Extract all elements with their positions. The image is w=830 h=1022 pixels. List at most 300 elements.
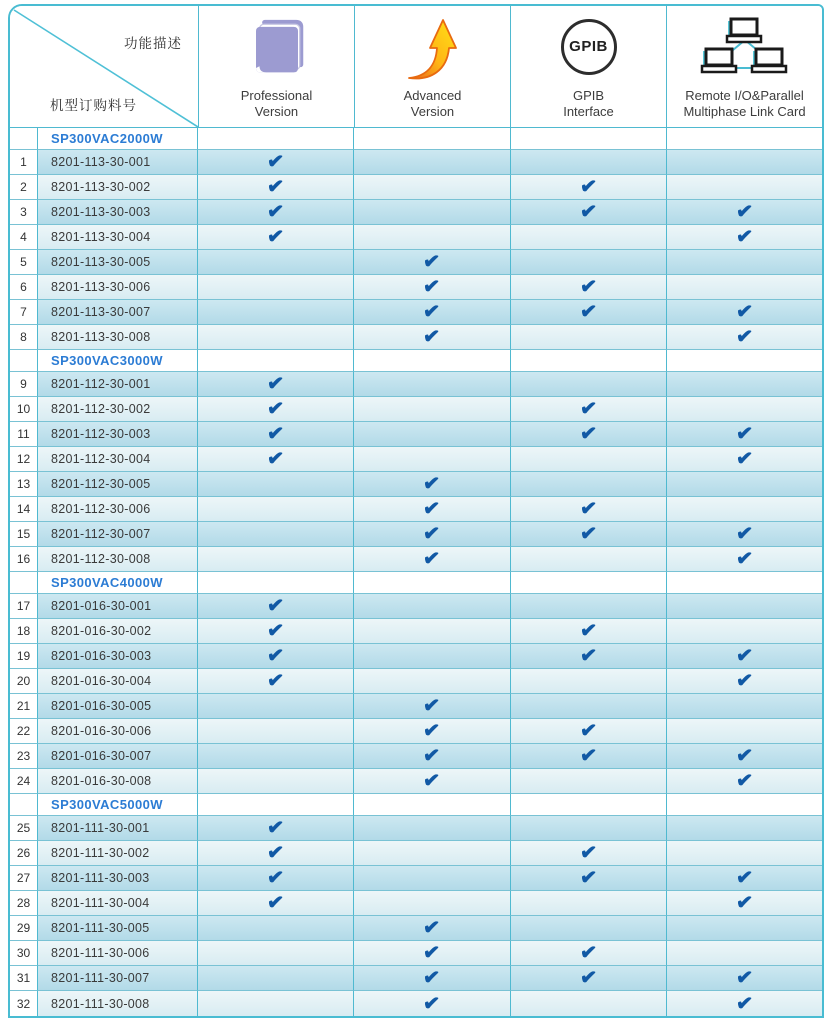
check-mark-icon: ✔ [422, 275, 442, 299]
model-name: SP300VAC3000W [51, 353, 163, 368]
header-corner-cell [10, 6, 199, 127]
check-mark-icon: ✔ [578, 841, 598, 865]
table-row [10, 719, 822, 744]
part-number: 8201-016-30-007 [38, 744, 198, 769]
section-header-row [10, 128, 822, 150]
row-number: 29 [10, 916, 38, 941]
up-arrow-icon [355, 6, 510, 88]
check-mark-icon: ✔ [578, 200, 598, 224]
check-cell [667, 966, 822, 991]
book-icon [199, 6, 354, 88]
check-cell [354, 225, 510, 250]
check-cell [198, 966, 354, 991]
check-cell [354, 866, 510, 891]
check-cell [354, 275, 510, 300]
table-row [10, 594, 822, 619]
table-row [10, 916, 822, 941]
check-cell [511, 594, 667, 619]
part-number: 8201-113-30-003 [38, 200, 198, 225]
row-number: 6 [10, 275, 38, 300]
check-cell [198, 397, 354, 422]
check-mark-icon: ✔ [422, 991, 442, 1016]
check-mark-icon: ✔ [266, 841, 285, 865]
row-number: 23 [10, 744, 38, 769]
table-row [10, 669, 822, 694]
model-name-cell [38, 350, 198, 372]
check-mark-icon: ✔ [422, 250, 442, 274]
check-cell [667, 225, 822, 250]
empty-feature-cell [198, 572, 354, 594]
model-name: SP300VAC2000W [51, 131, 163, 146]
check-cell [354, 447, 510, 472]
check-cell [354, 300, 510, 325]
check-mark-icon: ✔ [266, 422, 285, 446]
check-cell [667, 372, 822, 397]
check-cell [198, 644, 354, 669]
part-number: 8201-112-30-001 [38, 372, 198, 397]
check-cell [667, 472, 822, 497]
row-number: 12 [10, 447, 38, 472]
table-row [10, 225, 822, 250]
check-cell [667, 744, 822, 769]
part-number: 8201-111-30-005 [38, 916, 198, 941]
check-mark-icon: ✔ [735, 866, 754, 890]
part-number: 8201-111-30-002 [38, 841, 198, 866]
check-cell [667, 719, 822, 744]
row-number-cell [10, 572, 38, 594]
check-cell [667, 644, 822, 669]
empty-feature-cell [667, 572, 822, 594]
check-mark-icon: ✔ [578, 300, 598, 324]
check-cell [354, 497, 510, 522]
check-mark-icon: ✔ [578, 275, 598, 299]
check-cell [198, 325, 354, 350]
check-cell [198, 744, 354, 769]
model-name: SP300VAC5000W [51, 797, 163, 812]
table-row [10, 200, 822, 225]
check-cell [667, 619, 822, 644]
row-number: 26 [10, 841, 38, 866]
row-number: 27 [10, 866, 38, 891]
row-number: 31 [10, 966, 38, 991]
check-cell [511, 372, 667, 397]
check-mark-icon: ✔ [735, 891, 754, 915]
check-cell [511, 816, 667, 841]
check-cell [354, 547, 510, 572]
empty-feature-cell [354, 794, 510, 816]
table-row [10, 644, 822, 669]
part-number: 8201-111-30-007 [38, 966, 198, 991]
check-mark-icon: ✔ [578, 522, 598, 546]
check-cell [667, 300, 822, 325]
check-mark-icon: ✔ [735, 744, 754, 768]
check-cell [667, 941, 822, 966]
check-mark-icon: ✔ [266, 644, 285, 668]
check-cell [667, 916, 822, 941]
part-number: 8201-016-30-003 [38, 644, 198, 669]
check-cell [354, 941, 510, 966]
model-name-cell [38, 572, 198, 594]
table-row [10, 397, 822, 422]
empty-feature-cell [354, 572, 510, 594]
check-cell [511, 447, 667, 472]
empty-feature-cell [511, 128, 667, 150]
model-name-cell [38, 794, 198, 816]
section-header-row [10, 794, 822, 816]
check-mark-icon: ✔ [266, 866, 285, 890]
row-number: 14 [10, 497, 38, 522]
check-cell [198, 497, 354, 522]
part-number: 8201-112-30-008 [38, 547, 198, 572]
check-cell [511, 866, 667, 891]
check-cell [667, 522, 822, 547]
part-number: 8201-016-30-001 [38, 594, 198, 619]
table-row [10, 447, 822, 472]
check-mark-icon: ✔ [578, 422, 598, 446]
row-number-cell [10, 794, 38, 816]
check-mark-icon: ✔ [266, 594, 285, 618]
check-mark-icon: ✔ [422, 744, 442, 768]
table-row [10, 619, 822, 644]
check-cell [511, 250, 667, 275]
check-mark-icon: ✔ [735, 300, 754, 324]
part-number: 8201-113-30-002 [38, 175, 198, 200]
check-cell [354, 891, 510, 916]
table-row [10, 150, 822, 175]
check-cell [198, 916, 354, 941]
check-cell [354, 175, 510, 200]
column-header-remote-io-parallel [667, 6, 822, 127]
corner-label-function-description: 功能描述 [124, 36, 182, 51]
check-cell [354, 816, 510, 841]
check-cell [354, 694, 510, 719]
check-mark-icon: ✔ [735, 547, 754, 571]
check-cell [511, 275, 667, 300]
row-number-cell [10, 350, 38, 372]
check-cell [198, 669, 354, 694]
check-cell [667, 175, 822, 200]
check-cell [667, 694, 822, 719]
check-cell [667, 150, 822, 175]
check-mark-icon: ✔ [422, 769, 442, 793]
check-mark-icon: ✔ [422, 300, 442, 324]
check-mark-icon: ✔ [735, 966, 754, 990]
check-cell [511, 150, 667, 175]
table-body [10, 128, 822, 1016]
check-cell [198, 522, 354, 547]
check-cell [667, 841, 822, 866]
row-number: 11 [10, 422, 38, 447]
row-number: 15 [10, 522, 38, 547]
check-mark-icon: ✔ [578, 866, 598, 890]
check-cell [354, 522, 510, 547]
row-number: 13 [10, 472, 38, 497]
table-row [10, 522, 822, 547]
row-number: 22 [10, 719, 38, 744]
check-cell [198, 372, 354, 397]
check-cell [511, 397, 667, 422]
check-cell [354, 644, 510, 669]
table-row [10, 472, 822, 497]
table-row [10, 325, 822, 350]
part-number: 8201-016-30-006 [38, 719, 198, 744]
column-label-advanced-version: Advanced Version [403, 87, 462, 119]
section-header-row [10, 350, 822, 372]
table-row [10, 941, 822, 966]
check-mark-icon: ✔ [422, 547, 442, 571]
row-number: 5 [10, 250, 38, 275]
check-cell [354, 397, 510, 422]
check-cell [667, 200, 822, 225]
row-number: 10 [10, 397, 38, 422]
check-mark-icon: ✔ [578, 175, 598, 199]
check-mark-icon: ✔ [578, 966, 598, 990]
check-cell [511, 769, 667, 794]
empty-feature-cell [198, 350, 354, 372]
check-cell [354, 916, 510, 941]
row-number: 19 [10, 644, 38, 669]
table-row [10, 372, 822, 397]
row-number: 20 [10, 669, 38, 694]
part-number: 8201-113-30-008 [38, 325, 198, 350]
check-cell [198, 275, 354, 300]
check-cell [198, 941, 354, 966]
part-number: 8201-113-30-006 [38, 275, 198, 300]
check-cell [667, 866, 822, 891]
check-cell [667, 769, 822, 794]
column-label-remote-io-parallel: Remote I/O&Parallel Multiphase Link Card [683, 87, 806, 119]
gpib-icon-text: GPIB [569, 38, 608, 56]
check-cell [511, 422, 667, 447]
check-mark-icon: ✔ [266, 619, 285, 643]
table-row [10, 547, 822, 572]
corner-label-model-part-number: 机型订购料号 [50, 98, 137, 113]
empty-feature-cell [667, 794, 822, 816]
column-header-professional-version [199, 6, 355, 127]
check-mark-icon: ✔ [266, 397, 285, 421]
check-cell [354, 841, 510, 866]
feature-order-table [8, 4, 824, 1018]
table-row [10, 966, 822, 991]
check-cell [511, 941, 667, 966]
part-number: 8201-016-30-004 [38, 669, 198, 694]
row-number: 9 [10, 372, 38, 397]
check-cell [511, 891, 667, 916]
check-cell [667, 397, 822, 422]
check-cell [511, 669, 667, 694]
check-cell [511, 916, 667, 941]
check-mark-icon: ✔ [422, 966, 442, 990]
empty-feature-cell [511, 350, 667, 372]
check-cell [511, 175, 667, 200]
row-number: 24 [10, 769, 38, 794]
row-number: 7 [10, 300, 38, 325]
column-label-gpib-interface: GPIB Interface [563, 87, 614, 119]
check-mark-icon: ✔ [266, 669, 285, 693]
check-cell [198, 547, 354, 572]
column-header-gpib-interface [511, 6, 667, 127]
part-number: 8201-113-30-005 [38, 250, 198, 275]
check-cell [354, 669, 510, 694]
check-cell [198, 150, 354, 175]
part-number: 8201-113-30-001 [38, 150, 198, 175]
check-cell [198, 891, 354, 916]
check-mark-icon: ✔ [578, 619, 598, 643]
check-mark-icon: ✔ [422, 325, 442, 349]
check-mark-icon: ✔ [735, 447, 754, 471]
check-mark-icon: ✔ [578, 644, 598, 668]
table-row [10, 250, 822, 275]
check-cell [354, 200, 510, 225]
check-cell [354, 966, 510, 991]
check-cell [198, 250, 354, 275]
table-row [10, 816, 822, 841]
empty-feature-cell [198, 128, 354, 150]
check-cell [667, 669, 822, 694]
check-cell [354, 991, 510, 1016]
check-cell [198, 225, 354, 250]
check-mark-icon: ✔ [735, 991, 754, 1016]
model-name: SP300VAC4000W [51, 575, 163, 590]
check-cell [511, 744, 667, 769]
check-mark-icon: ✔ [266, 225, 285, 249]
check-cell [198, 447, 354, 472]
part-number: 8201-112-30-004 [38, 447, 198, 472]
check-cell [511, 225, 667, 250]
check-cell [354, 744, 510, 769]
part-number: 8201-016-30-002 [38, 619, 198, 644]
check-cell [354, 372, 510, 397]
check-mark-icon: ✔ [422, 694, 442, 718]
table-header [10, 6, 822, 128]
check-cell [511, 619, 667, 644]
row-number: 16 [10, 547, 38, 572]
column-label-professional-version: Professional Version [240, 87, 313, 119]
check-mark-icon: ✔ [266, 150, 285, 174]
check-cell [198, 300, 354, 325]
check-cell [511, 644, 667, 669]
check-cell [511, 841, 667, 866]
part-number: 8201-112-30-002 [38, 397, 198, 422]
row-number: 25 [10, 816, 38, 841]
check-mark-icon: ✔ [266, 372, 285, 396]
table-row [10, 866, 822, 891]
row-number: 1 [10, 150, 38, 175]
check-cell [667, 991, 822, 1016]
part-number: 8201-111-30-008 [38, 991, 198, 1016]
check-cell [198, 991, 354, 1016]
check-mark-icon: ✔ [422, 472, 442, 496]
check-cell [511, 497, 667, 522]
table-row [10, 769, 822, 794]
row-number: 4 [10, 225, 38, 250]
check-cell [511, 547, 667, 572]
check-cell [198, 694, 354, 719]
check-cell [354, 769, 510, 794]
table-row [10, 300, 822, 325]
check-mark-icon: ✔ [266, 816, 285, 840]
check-cell [511, 325, 667, 350]
check-mark-icon: ✔ [422, 916, 442, 940]
empty-feature-cell [511, 572, 667, 594]
network-icon [667, 6, 822, 88]
check-mark-icon: ✔ [422, 941, 442, 965]
check-cell [667, 275, 822, 300]
check-cell [354, 719, 510, 744]
table-row [10, 175, 822, 200]
part-number: 8201-111-30-004 [38, 891, 198, 916]
row-number: 21 [10, 694, 38, 719]
row-number: 17 [10, 594, 38, 619]
check-mark-icon: ✔ [422, 719, 442, 743]
check-cell [354, 325, 510, 350]
check-mark-icon: ✔ [266, 891, 285, 915]
row-number: 8 [10, 325, 38, 350]
section-header-row [10, 572, 822, 594]
check-cell [354, 422, 510, 447]
check-cell [198, 841, 354, 866]
empty-feature-cell [198, 794, 354, 816]
check-cell [511, 472, 667, 497]
check-cell [667, 250, 822, 275]
part-number: 8201-016-30-008 [38, 769, 198, 794]
check-cell [354, 150, 510, 175]
check-cell [198, 816, 354, 841]
check-mark-icon: ✔ [735, 200, 754, 224]
table-row [10, 744, 822, 769]
check-cell [667, 816, 822, 841]
check-mark-icon: ✔ [266, 447, 285, 471]
check-mark-icon: ✔ [578, 719, 598, 743]
check-mark-icon: ✔ [422, 522, 442, 546]
check-cell [511, 300, 667, 325]
part-number: 8201-112-30-003 [38, 422, 198, 447]
check-cell [511, 522, 667, 547]
row-number: 28 [10, 891, 38, 916]
empty-feature-cell [354, 128, 510, 150]
check-cell [667, 497, 822, 522]
check-mark-icon: ✔ [266, 175, 285, 199]
table-row [10, 497, 822, 522]
part-number: 8201-111-30-003 [38, 866, 198, 891]
table-row [10, 891, 822, 916]
part-number: 8201-111-30-006 [38, 941, 198, 966]
check-mark-icon: ✔ [735, 422, 754, 446]
empty-feature-cell [667, 128, 822, 150]
check-mark-icon: ✔ [735, 225, 754, 249]
part-number: 8201-016-30-005 [38, 694, 198, 719]
check-mark-icon: ✔ [578, 397, 598, 421]
check-cell [198, 866, 354, 891]
check-cell [198, 200, 354, 225]
check-cell [198, 472, 354, 497]
check-mark-icon: ✔ [578, 497, 598, 521]
check-cell [198, 175, 354, 200]
row-number: 3 [10, 200, 38, 225]
check-mark-icon: ✔ [578, 941, 598, 965]
check-mark-icon: ✔ [735, 325, 754, 349]
row-number: 2 [10, 175, 38, 200]
empty-feature-cell [667, 350, 822, 372]
check-cell [511, 991, 667, 1016]
empty-feature-cell [511, 794, 667, 816]
part-number: 8201-111-30-001 [38, 816, 198, 841]
model-name-cell [38, 128, 198, 150]
row-number-cell [10, 128, 38, 150]
table-row [10, 275, 822, 300]
check-cell [198, 594, 354, 619]
check-cell [667, 422, 822, 447]
